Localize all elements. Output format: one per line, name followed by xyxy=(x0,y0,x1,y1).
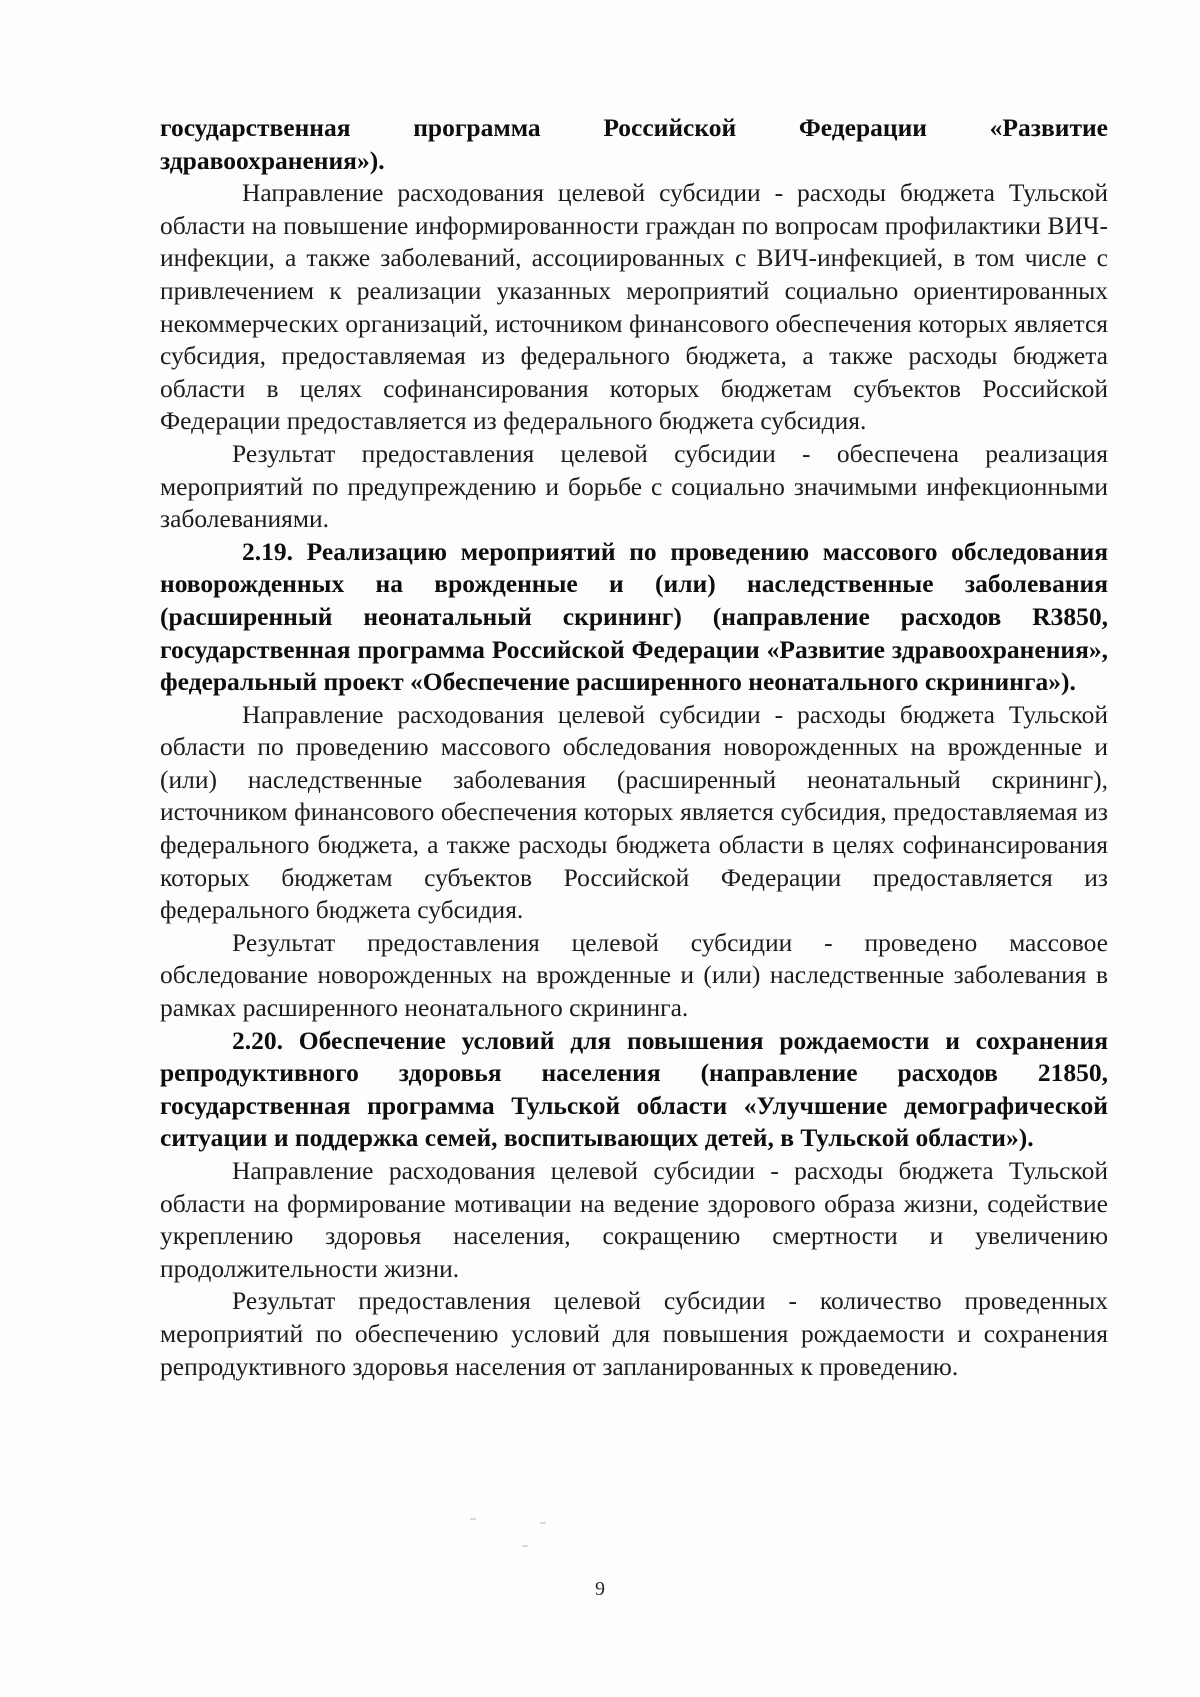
scan-speck xyxy=(540,1522,546,1524)
paragraph-birthrate-spending-direction: Направление расходования целевой субсидии - расходы бюджета Тульской области на формирование мотивации на ведение здорового образа жизни, содействие укреплению здоровья населения, сокращению смертности и увеличению продолжительности жизни. xyxy=(160,1156,1108,1283)
paragraph-screening-spending-direction: Направление расходования целевой субсидии - расходы бюджета Тульской области по проведению массового обследования новорожденных на врожденные и (или) наследственные заболевания (расширенный неонатальный скрининг), источником финансового обеспечения которых является субсидия, предоставляемая из федерального бюджета, а также расходы бюджета области в целях софинансирования которых бюджетам субъектов Российской Федерации предоставляется из федерального бюджета субсидия. xyxy=(160,699,1108,925)
paragraph-program-continuation: государственная программа Российской Федерации «Развитие здравоохранения»). xyxy=(160,113,1108,175)
paragraph-screening-result: Результат предоставления целевой субсидии - проведено массовое обследование новорожденных на врожденные и (или) наследственные заболевания в рамках расширенного неонатального скрининга. xyxy=(160,927,1108,1023)
scan-speck xyxy=(522,1545,528,1547)
paragraph-hiv-result: Результат предоставления целевой субсидии - обеспечена реализация мероприятий по предупреждению и борьбе с социально значимыми инфекционными заболеваниями. xyxy=(160,438,1108,534)
scan-speck xyxy=(470,1518,476,1520)
section-heading-2-20: 2.20. Обеспечение условий для повышения рождаемости и сохранения репродуктивного здоровья населения (направление расходов 21850, государственная программа Тульской области «Улучшение демографической ситуации и поддержка семей, воспитывающих детей, в Тульской области»). xyxy=(160,1025,1108,1153)
page-number: 9 xyxy=(595,1578,605,1600)
paragraph-birthrate-result: Результат предоставления целевой субсидии - количество проведенных мероприятий по обеспечению условий для повышения рождаемости и сохранения репродуктивного здоровья населения от запланированных к проведению. xyxy=(160,1286,1108,1381)
section-heading-2-19: 2.19. Реализацию мероприятий по проведению массового обследования новорожденных на врожденные и (или) наследственные заболевания (расширенный неонатальный скрининг) (направление расходов R3850, государственная программа Российской Федерации «Развитие здравоохранения», федеральный проект «Обеспечение расширенного неонатального скрининга»). xyxy=(160,536,1108,697)
paragraph-hiv-spending-direction: Направление расходования целевой субсидии - расходы бюджета Тульской области на повышение информированности граждан по вопросам профилактики ВИЧ-инфекции, а также заболеваний, ассоциированных с ВИЧ-инфекцией, в том числе с привлечением к реализации указанных мероприятий социально ориентированных некоммерческих организаций, источником финансового обеспечения которых является субсидия, предоставляемая из федерального бюджета, а также расходы бюджета области в целях софинансирования которых бюджетам субъектов Российской Федерации предоставляется из федерального бюджета субсидия. xyxy=(160,178,1108,436)
document-body xyxy=(160,112,1108,1383)
